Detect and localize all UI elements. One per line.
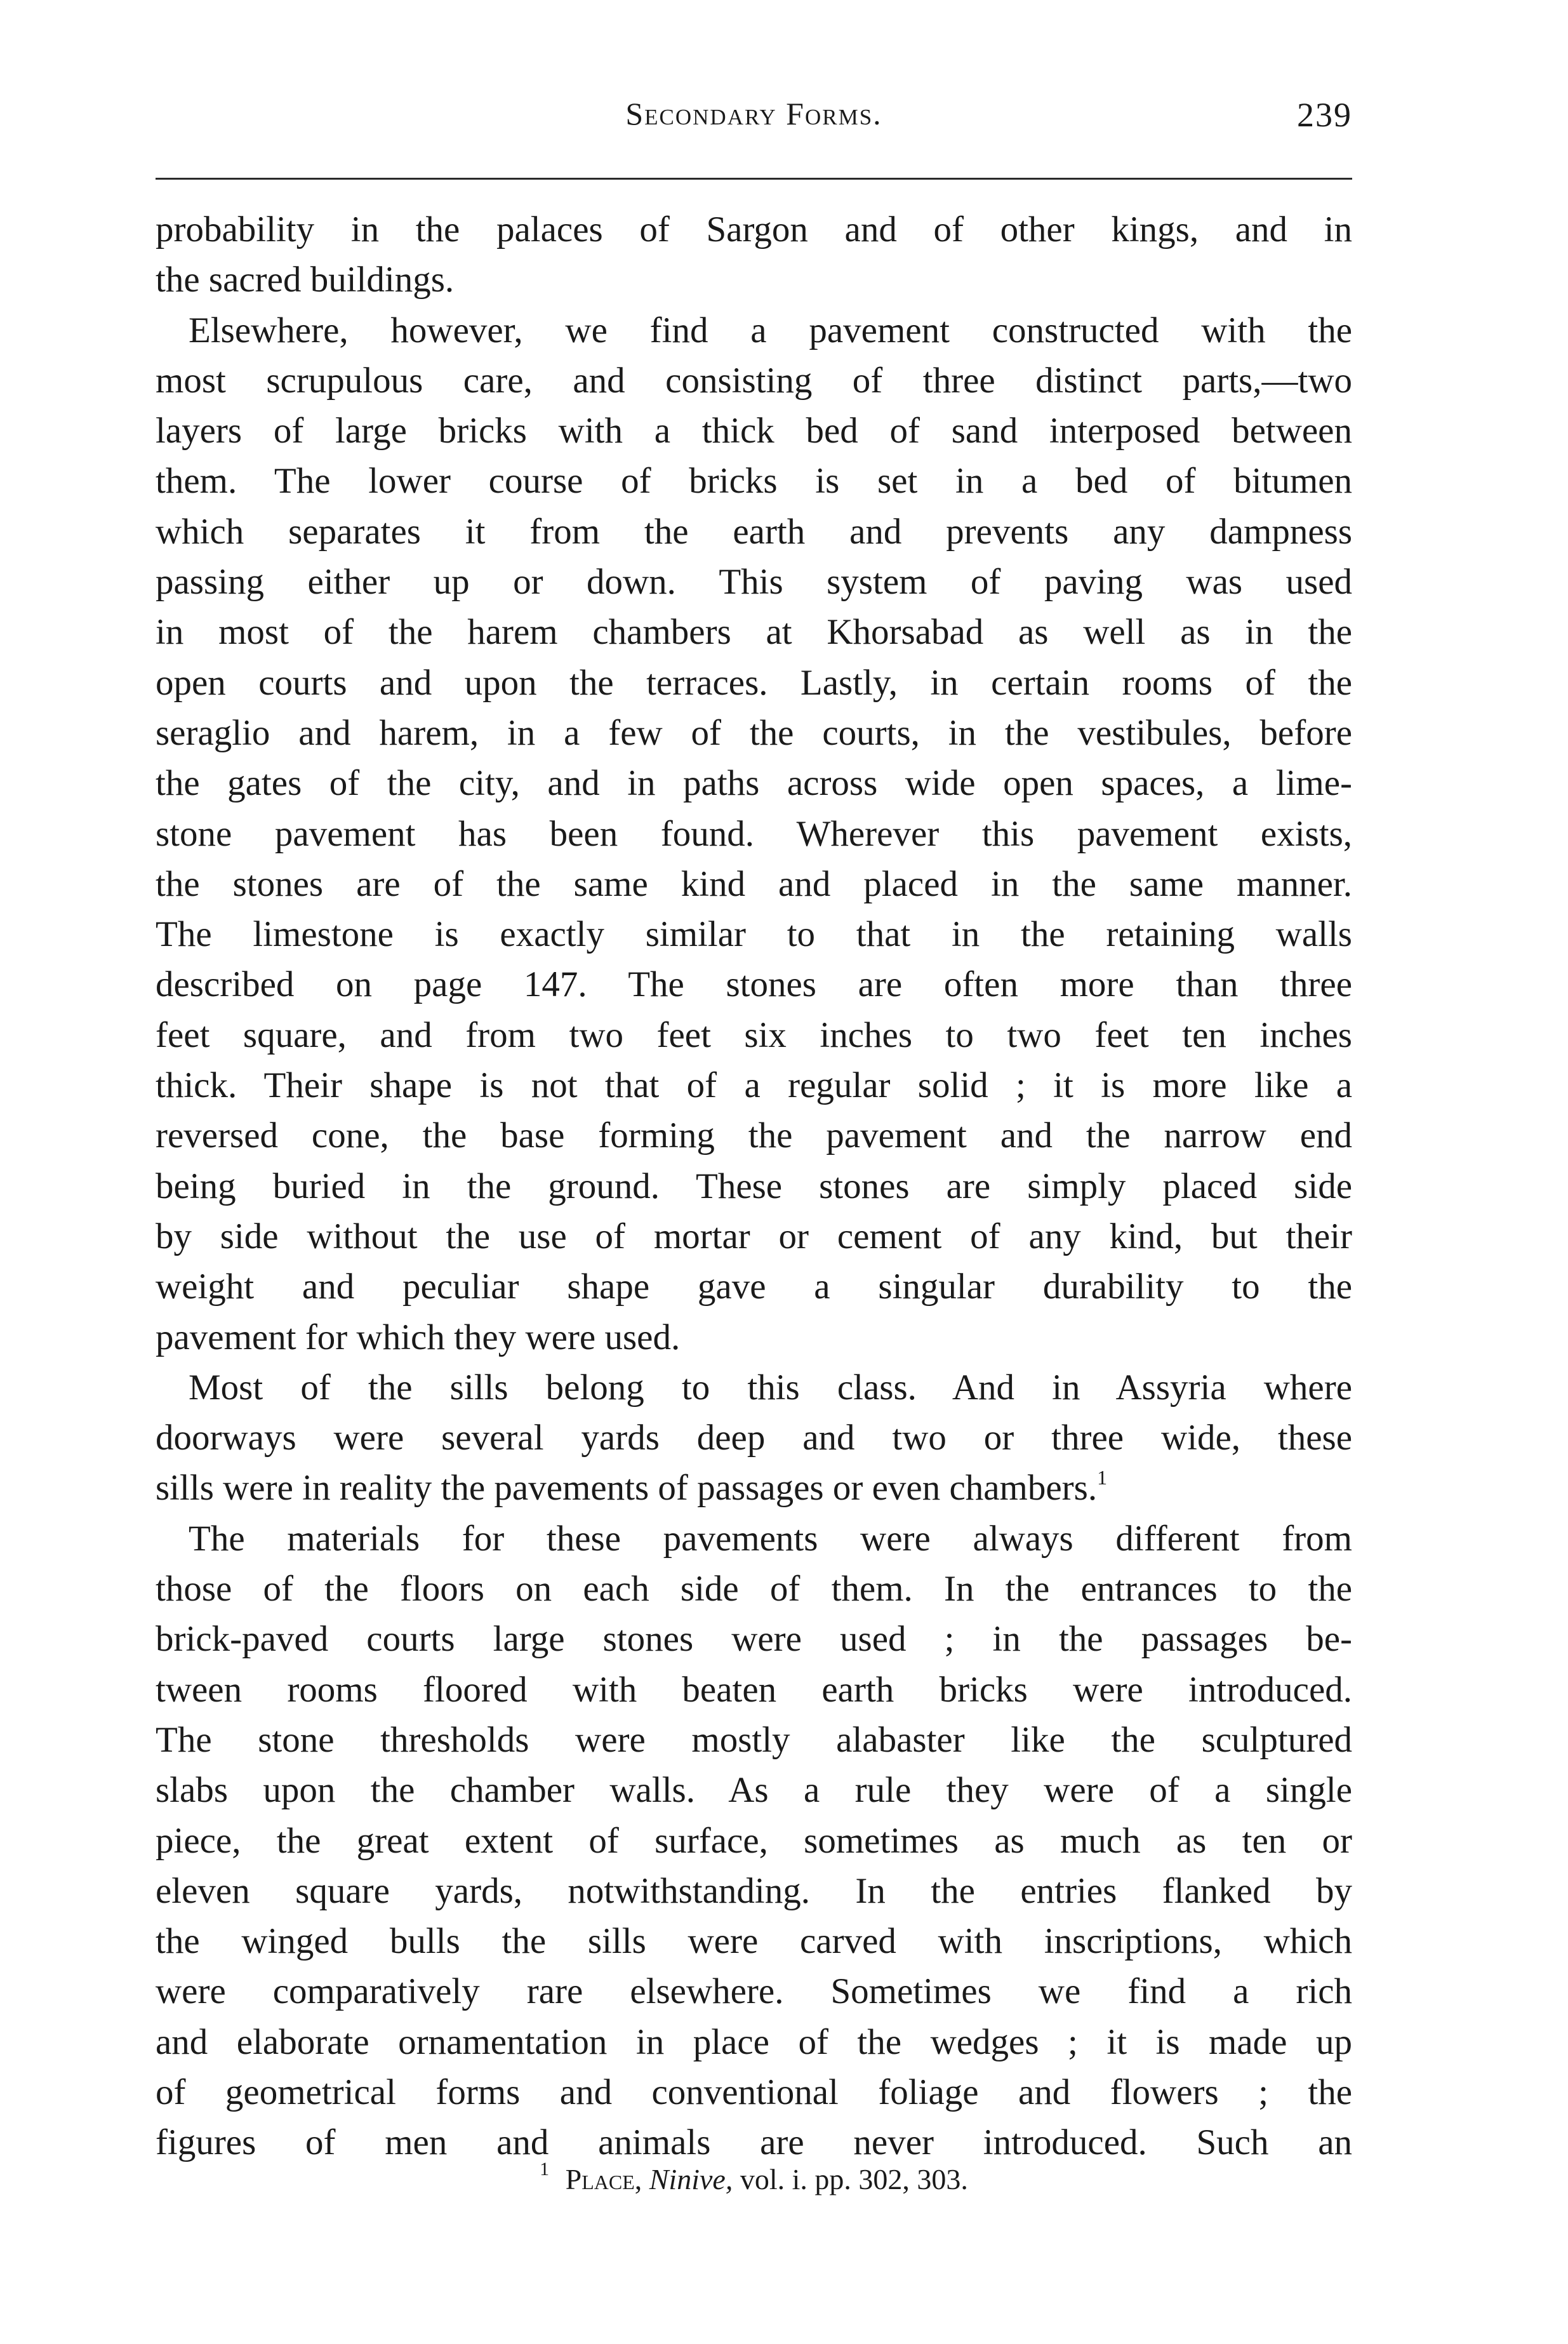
running-title: Secondary Forms. [625, 96, 882, 131]
text-line-content: weight and peculiar shape gave a singular durability to the [156, 1267, 1352, 1307]
running-head [156, 95, 1352, 140]
text-line-content: slabs upon the chamber walls. As a rule they were of a single [156, 1770, 1352, 1811]
text-line-content: of geometrical forms and conventional foliage and flowers ; the [156, 2072, 1352, 2112]
text-line-content: the gates of the city, and in paths across wide open spaces, a lime- [156, 763, 1352, 804]
text-line [156, 507, 1352, 557]
text-line-content: sills were in reality the pavements of passages or even chambers. [156, 1468, 1098, 1508]
header-rule [156, 178, 1352, 180]
text-line-content: the winged bulls the sills were carved with inscriptions, which [156, 1921, 1352, 1962]
text-line-content: those of the floors on each side of them. In the entrances to the [156, 1569, 1352, 1609]
text-line-content: The stone thresholds were mostly alabaster like the sculptured [156, 1719, 1352, 1760]
text-line [156, 1614, 1352, 1664]
text-line [156, 1110, 1352, 1161]
text-line-content: described on page 147. The stones are often more than three [156, 964, 1352, 1005]
text-line-content: brick-paved courts large stones were used ; in the passages be- [156, 1619, 1352, 1660]
text-line-content: Most of the sills belong to this class. And in Assyria where [189, 1367, 1352, 1408]
text-line [156, 1564, 1352, 1614]
text-line [156, 959, 1352, 1009]
footnote-title: Ninive, [649, 2163, 733, 2195]
text-line [156, 859, 1352, 909]
text-line [156, 305, 1352, 356]
text-line [156, 1262, 1352, 1312]
page-number: 239 [1297, 96, 1352, 134]
text-line-content: which separates it from the earth and prevents any dampness [156, 511, 1352, 552]
text-line-content: feet square, and from two feet six inches to two feet ten inches [156, 1015, 1352, 1055]
text-line-content: piece, the great extent of surface, sometimes as much as ten or [156, 1820, 1352, 1861]
text-line-content: them. The lower course of bricks is set in a bed of bitumen [156, 461, 1352, 502]
text-line-content: the sacred buildings. [156, 260, 455, 300]
footnote-mark: 1 [540, 2159, 550, 2180]
text-line-content: most scrupulous care, and consisting of three distinct parts,—two [156, 360, 1352, 401]
footnote-citation: vol. i. pp. 302, 303. [740, 2163, 968, 2195]
text-line [156, 1866, 1352, 1916]
text-line-content: tween rooms floored with beaten earth bricks were introduced. [156, 1669, 1352, 1710]
text-line [156, 406, 1352, 456]
text-line [156, 456, 1352, 506]
text-line [156, 1413, 1352, 1463]
text-line [156, 658, 1352, 708]
text-line [156, 1916, 1352, 1966]
footnote [156, 2159, 1352, 2196]
text-line [156, 1362, 1352, 1413]
text-line-content: layers of large bricks with a thick bed of sand interposed between [156, 411, 1352, 451]
text-line-content: thick. Their shape is not that of a regular solid ; it is more like a [156, 1065, 1352, 1106]
text-line [156, 758, 1352, 808]
text-line [156, 1966, 1352, 2016]
text-line-content: seraglio and harem, in a few of the courts, in the vestibules, before [156, 712, 1352, 753]
text-line-content: figures of men and animals are never introduced. Such an [156, 2122, 1352, 2163]
text-line [156, 255, 1352, 305]
text-line-content: probability in the palaces of Sargon and of other kings, and in [156, 210, 1352, 250]
footnote-author: Place, [565, 2163, 642, 2195]
text-line-content: Elsewhere, however, we find a pavement constructed with the [189, 310, 1352, 350]
text-line [156, 204, 1352, 255]
text-line-content: stone pavement has been found. Wherever this pavement exists, [156, 813, 1352, 854]
text-line [156, 1161, 1352, 1211]
text-line [156, 2017, 1352, 2067]
text-line-content: the stones are of the same kind and placed in the same manner. [156, 863, 1352, 904]
text-line [156, 1312, 1352, 1362]
text-line-content: by side without the use of mortar or cement of any kind, but their [156, 1216, 1352, 1256]
text-line [156, 1010, 1352, 1060]
text-line [156, 1816, 1352, 1866]
text-line [156, 356, 1352, 406]
body-text [156, 204, 1352, 2168]
text-line [156, 708, 1352, 758]
text-line-content: doorways were several yards deep and two or three wide, these [156, 1418, 1352, 1458]
text-line [156, 607, 1352, 657]
text-line-content: pavement for which they were used. [156, 1317, 681, 1357]
text-line-content: passing either up or down. This system of paving was used [156, 562, 1352, 603]
text-line [156, 1211, 1352, 1262]
text-line-content: and elaborate ornamentation in place of the wedges ; it is made up [156, 2021, 1352, 2062]
text-line [156, 1765, 1352, 1815]
text-line [156, 1060, 1352, 1110]
text-line-content: were comparatively rare elsewhere. Sometimes we find a rich [156, 1971, 1352, 2012]
text-line [156, 1463, 1352, 1513]
text-line [156, 1715, 1352, 1765]
text-line-content: reversed cone, the base forming the pavement and the narrow end [156, 1115, 1352, 1156]
footnote-reference: 1 [1097, 1466, 1108, 1489]
text-line-content: The materials for these pavements were always different from [189, 1518, 1352, 1559]
text-line [156, 1665, 1352, 1715]
text-line [156, 557, 1352, 607]
text-line-content: The limestone is exactly similar to that in the retaining walls [156, 914, 1352, 955]
text-line-content: open courts and upon the terraces. Lastly, in certain rooms of the [156, 662, 1352, 703]
text-line [156, 2067, 1352, 2117]
text-line-content: eleven square yards, notwithstanding. In the entries flanked by [156, 1870, 1352, 1911]
text-line [156, 909, 1352, 959]
text-line-content: being buried in the ground. These stones are simply placed side [156, 1166, 1352, 1206]
text-line-content: in most of the harem chambers at Khorsabad as well as in the [156, 612, 1352, 653]
text-line [156, 809, 1352, 859]
text-line [156, 1514, 1352, 1564]
